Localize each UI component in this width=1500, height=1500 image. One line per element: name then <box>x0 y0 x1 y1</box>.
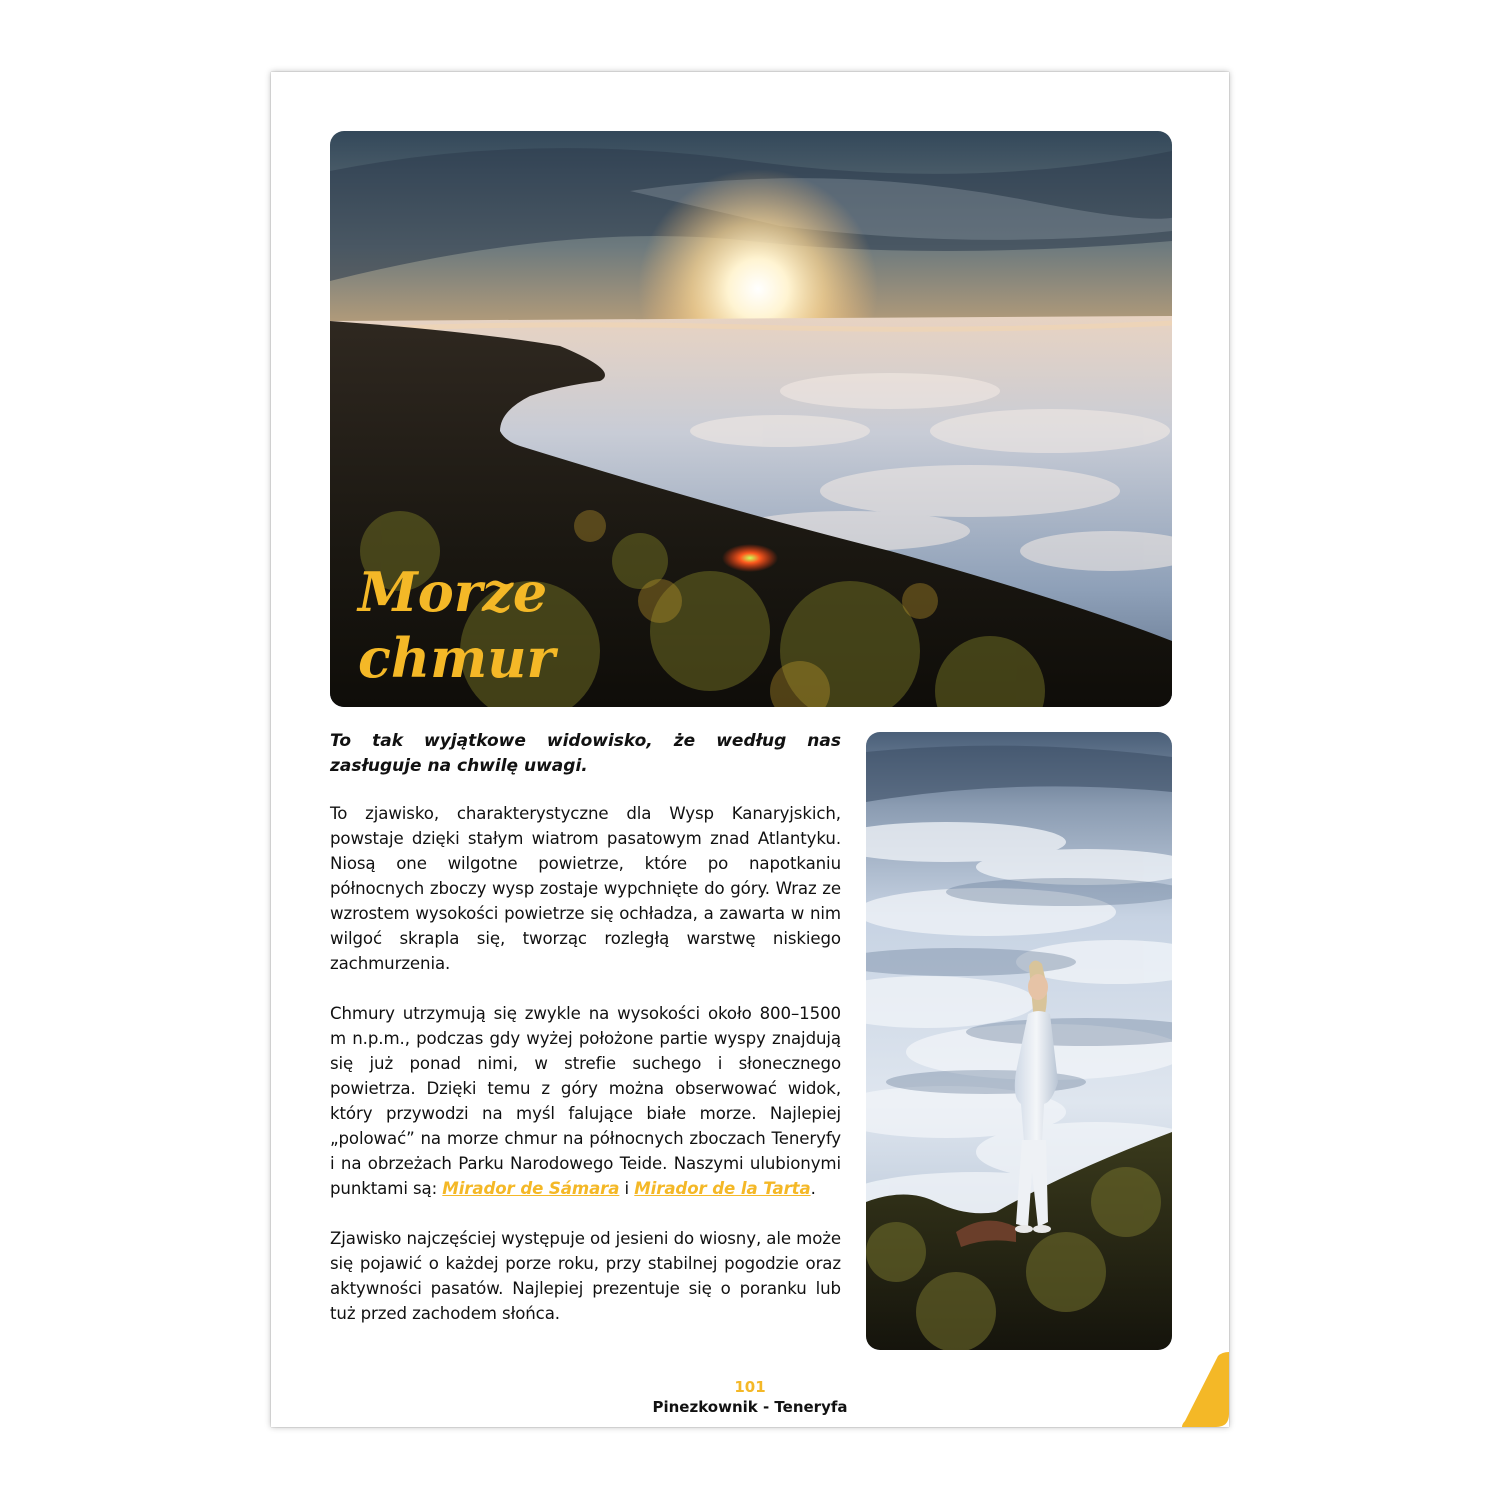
book-title: Pinezkownik - Teneryfa <box>652 1398 848 1416</box>
hero-title-line1: Morze <box>358 560 548 624</box>
body-paragraph-1: To zjawisko, charakterystyczne dla Wysp Kanaryjskich, powstaje dzięki stałym wiatrom pasatowym znad Atlantyku. Niosą one wilgotne powietrze, które po napotkaniu północnych zboczy wysp zostaje wypchnięte do góry. Wraz ze wzrostem wysokości powietrze się ochładza, a zawarta w nim wilgoć skrapla się, tworząc rozległą warstwę niskiego zachmurzenia. <box>330 804 841 973</box>
link-mirador-de-la-tarta[interactable]: Mirador de la Tarta <box>634 1179 811 1198</box>
corner-triangle-decoration <box>1182 1352 1229 1427</box>
lead-paragraph: To tak wyjątkowe widowisko, że według nas zasługuje na chwilę uwagi. <box>330 731 841 776</box>
hero-title <box>358 559 678 691</box>
body-paragraph-2-text: Chmury utrzymują się zwykle na wysokości około 800–1500 m n.p.m., podczas gdy wyżej położone partie wyspy znajdują się już ponad nimi, w strefie suchego i słonecznego powietrza. Dzięki temu z góry można obserwować widok, który przywodzi na myśl falujące białe morze. Najlepiej „polować” na morze chmur na północnych zboczach Teneryfy i na obrzeżach Parku Narodowego Teide. Naszymi ulubionymi punktami są: <box>330 1004 841 1198</box>
body-paragraph-3: Zjawisko najczęściej występuje od jesieni do wiosny, ale może się pojawić o każdej porze roku, przy stabilnej pogodzie oraz aktywności pasatów. Najlepiej prezentuje się o poranku lub tuż przed zachodem słońca. <box>330 1229 841 1323</box>
document-page <box>271 72 1229 1427</box>
woman-above-clouds-image <box>866 732 1172 1350</box>
hero-photo-sunset-over-clouds <box>330 131 1172 707</box>
hero-title-line2: chmur <box>358 626 555 690</box>
end-punctuation: . <box>810 1179 816 1198</box>
link-conjunction: i <box>624 1179 630 1198</box>
body-paragraph-2 <box>330 1001 841 1201</box>
page-footer <box>271 1377 1229 1417</box>
page-number: 101 <box>734 1378 766 1396</box>
article-text-column <box>330 729 841 1351</box>
link-mirador-de-samara[interactable]: Mirador de Sámara <box>442 1179 620 1198</box>
side-photo-woman-above-clouds <box>866 732 1172 1350</box>
